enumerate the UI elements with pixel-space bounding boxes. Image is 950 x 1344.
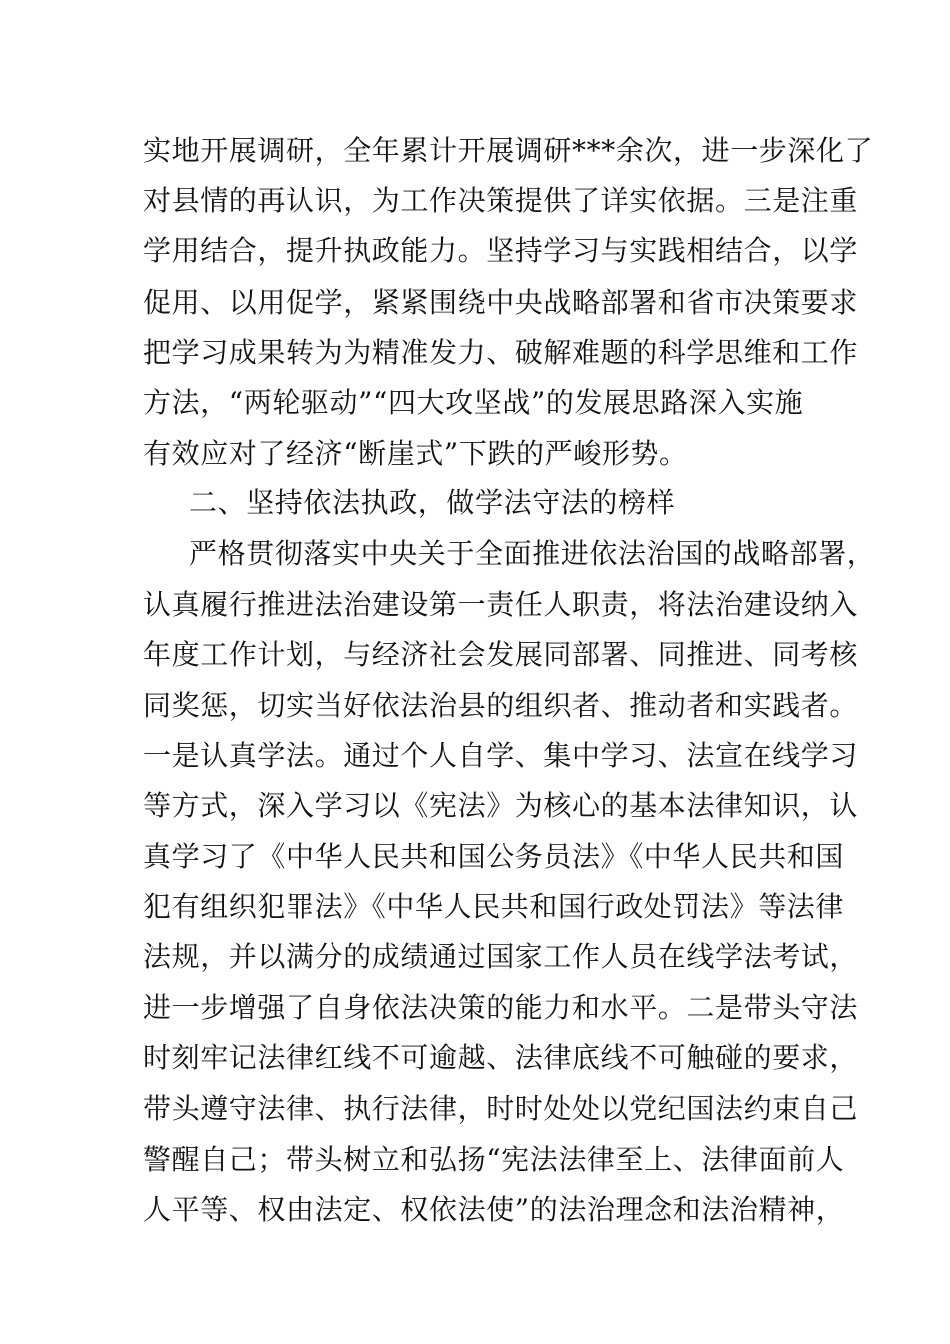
body-text-line: 把学习成果转为为精准发力、破解难题的科学思维和工作 [143,336,859,369]
body-text-line: 犯有组织犯罪法》《中华人民共和国行政处罚法》等法律 [143,890,845,923]
body-text-line: 认真履行推进法治建设第一责任人职责，将法治建设纳入 [143,588,859,621]
body-text-line: 同奖惩，切实当好依法治县的组织者、推动者和实践者。 [143,689,859,722]
body-text-line: 有效应对了经济“断崖式”下跌的严峻形势。 [143,437,688,470]
body-text-line: 等方式，深入学习以《宪法》为核心的基本法律知识，认 [143,789,859,822]
body-text-line: 带头遵守法律、执行法律，时时处处以党纪国法约束自己 [143,1092,859,1125]
body-text-line: 学用结合，提升执政能力。坚持学习与实践相结合，以学 [143,234,859,267]
body-text-line: 法规，并以满分的成绩通过国家工作人员在线学法考试， [143,940,859,973]
body-text-line: 实地开展调研，全年累计开展调研***余次，进一步深化了 [143,134,874,167]
body-text-line: 年度工作计划，与经济社会发展同部署、同推进、同考核 [143,638,859,671]
body-text-line: 严格贯彻落实中央关于全面推进依法治国的战略部署， [189,537,876,570]
body-text-line: 对县情的再认识，为工作决策提供了详实依据。三是注重 [143,184,859,217]
section-heading: 二、坚持依法执政，做学法守法的榜样 [189,486,676,519]
body-text-line: 警醒自己；带头树立和弘扬“宪法法律至上、法律面前人 [143,1143,845,1176]
body-text-line: 方法，“两轮驱动”“四大攻坚战”的发展思路深入实施 [143,386,804,419]
body-text-line: 一是认真学法。通过个人自学、集中学习、法宣在线学习 [143,739,859,772]
body-text-line: 真学习了《中华人民共和国公务员法》《中华人民共和国 [143,840,845,873]
body-text-line: 促用、以用促学，紧紧围绕中央战略部署和省市决策要求 [143,286,859,319]
body-text-line: 进一步增强了自身依法决策的能力和水平。二是带头守法 [143,991,859,1024]
body-text-line: 时刻牢记法律红线不可逾越、法律底线不可触碰的要求， [143,1041,859,1074]
body-text-line: 人平等、权由法定、权依法使”的法治理念和法治精神， [143,1193,845,1226]
